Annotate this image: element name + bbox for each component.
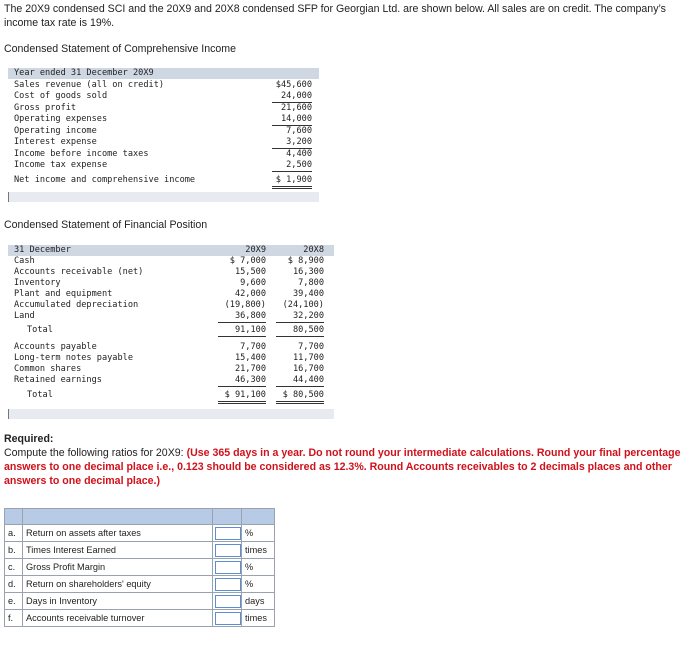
answer-letter: d. — [5, 576, 23, 593]
answer-row — [5, 525, 275, 542]
sfp-row-label: Accounts payable — [14, 342, 97, 352]
required-heading: Required: — [4, 433, 54, 445]
sci-row-label: Operating income — [14, 125, 97, 136]
sfp-value-20x8: 32,200 — [276, 311, 324, 323]
required-text: Compute the following ratios for 20X9: — [4, 447, 184, 459]
sfp-value-20x9: $ 91,100 — [218, 390, 266, 404]
answer-label: Gross Profit Margin — [23, 559, 213, 576]
required-instructions: (Use 365 days in a year. Do not round your intermediate calculations. Round your final percentage answers to one decimal place i.e., 0.123 should be considered as 12.3%. Round Accounts receivables to 2 decimals places and other answers to one decimal place.) — [4, 447, 681, 487]
sfp-row-label: Accounts receivable (net) — [14, 267, 144, 277]
answer-table-header — [5, 509, 275, 525]
sci-row-value: $ 1,900 — [272, 175, 312, 189]
sfp-value-20x8: 80,500 — [276, 325, 324, 337]
sfp-row-label: Long-term notes payable — [14, 353, 133, 363]
answer-letter: e. — [5, 593, 23, 610]
answer-letter: b. — [5, 542, 23, 559]
answer-unit: % — [242, 576, 275, 593]
sfp-value-20x9: 42,000 — [234, 289, 266, 299]
sfp-value-20x9: 46,300 — [218, 375, 266, 387]
answer-row — [5, 593, 275, 610]
sci-row-label: Net income and comprehensive income — [14, 175, 196, 185]
sfp-row-label: Total — [27, 390, 53, 400]
answer-label: Return on assets after taxes — [23, 525, 213, 542]
sfp-value-20x8: 16,300 — [292, 267, 324, 277]
sfp-value-20x9: 9,600 — [240, 278, 266, 288]
answer-input-ar-turnover[interactable] — [215, 612, 241, 625]
sfp-value-20x8: 44,400 — [276, 375, 324, 387]
sfp-footer-bar — [8, 409, 334, 419]
sfp-value-20x9: 15,500 — [234, 267, 266, 277]
sci-row-label: Sales revenue (all on credit) — [14, 79, 165, 90]
sfp-value-20x9: 91,100 — [218, 325, 266, 337]
answer-input-return-on-assets[interactable] — [215, 527, 241, 540]
sci-row-label: Income before income taxes — [14, 148, 149, 159]
sfp-value-20x9: 36,800 — [218, 311, 266, 323]
answer-input-times-interest-earned[interactable] — [215, 544, 241, 557]
sfp-value-20x8: $ 80,500 — [276, 390, 324, 404]
sci-row-label: Year ended 31 December 20X9 — [14, 68, 154, 78]
sfp-value-20x8: 39,400 — [292, 289, 324, 299]
answer-row — [5, 610, 275, 627]
answer-row — [5, 559, 275, 576]
sfp-statement — [8, 245, 334, 419]
sfp-value-20x9: 15,400 — [234, 353, 266, 363]
sfp-title: Condensed Statement of Financial Position — [4, 219, 208, 231]
sci-row-label: Interest expense — [14, 137, 97, 147]
sci-row-value: 7,600 — [286, 125, 312, 136]
sfp-value-20x9: (19,800) — [224, 300, 266, 310]
answer-unit: times — [242, 542, 275, 559]
sci-row-label: Gross profit — [14, 102, 77, 113]
sfp-divider — [8, 409, 9, 419]
sfp-row-label: Inventory — [14, 278, 61, 288]
answer-input-return-on-equity[interactable] — [215, 578, 241, 591]
sfp-value-20x8: 11,700 — [292, 353, 324, 363]
answer-letter: f. — [5, 610, 23, 627]
answer-label: Return on shareholders' equity — [23, 576, 213, 593]
answer-unit: % — [242, 525, 275, 542]
sfp-value-20x8: 7,800 — [298, 278, 324, 288]
answer-letter: a. — [5, 525, 23, 542]
sfp-row-label: Cash — [14, 256, 35, 266]
sci-row-value: $45,600 — [275, 79, 312, 90]
sci-row-value: 3,200 — [272, 137, 312, 149]
sfp-header-20x9: 20X9 — [245, 245, 266, 255]
answer-letter: c. — [5, 559, 23, 576]
sci-row-value: 2,500 — [272, 160, 312, 172]
sci-row-label: Operating expenses — [14, 114, 108, 124]
sfp-value-20x8: (24,100) — [282, 300, 324, 310]
answer-table — [4, 508, 275, 627]
sci-row-value: 21,600 — [280, 102, 312, 113]
sci-row-label: Income tax expense — [14, 160, 108, 170]
sfp-value-20x8: 16,700 — [292, 364, 324, 374]
answer-unit: times — [242, 610, 275, 627]
sci-divider — [8, 192, 9, 202]
sci-row-value: 14,000 — [272, 114, 312, 126]
problem-intro: The 20X9 condensed SCI and the 20X9 and 20X8 condensed SFP for Georgian Ltd. are shown below. All sales are on credit. The company’s income tax rate is 19%. — [4, 3, 666, 29]
sci-footer-bar — [8, 192, 319, 202]
sfp-header-20x8: 20X8 — [303, 245, 324, 255]
sfp-row-label: Total — [27, 325, 53, 335]
required-section — [4, 432, 694, 488]
answer-row — [5, 576, 275, 593]
sfp-row-label: Common shares — [14, 364, 82, 374]
sci-title: Condensed Statement of Comprehensive Income — [4, 43, 237, 55]
sfp-row-label: Retained earnings — [14, 375, 102, 385]
sfp-value-20x9: 7,700 — [240, 342, 266, 352]
sci-row-label: Cost of goods sold — [14, 91, 108, 101]
answer-label: Times Interest Earned — [23, 542, 213, 559]
answer-unit: days — [242, 593, 275, 610]
sfp-row-label: Plant and equipment — [14, 289, 113, 299]
answer-row — [5, 542, 275, 559]
answer-input-gross-profit-margin[interactable] — [215, 561, 241, 574]
sfp-header-label: 31 December — [14, 245, 71, 255]
sfp-row-label: Accumulated depreciation — [14, 300, 139, 310]
sci-statement — [8, 68, 319, 202]
answer-unit: % — [242, 559, 275, 576]
answer-input-days-in-inventory[interactable] — [215, 595, 241, 608]
answer-label: Accounts receivable turnover — [23, 610, 213, 627]
sfp-value-20x9: 21,700 — [234, 364, 266, 374]
sci-row-value: 24,000 — [272, 91, 312, 103]
sfp-row-label: Land — [14, 311, 35, 321]
sfp-value-20x9: $ 7,000 — [229, 256, 266, 266]
sci-row-value: 4,400 — [286, 148, 312, 159]
sfp-value-20x8: $ 8,900 — [287, 256, 324, 266]
answer-label: Days in Inventory — [23, 593, 213, 610]
sfp-value-20x8: 7,700 — [298, 342, 324, 352]
